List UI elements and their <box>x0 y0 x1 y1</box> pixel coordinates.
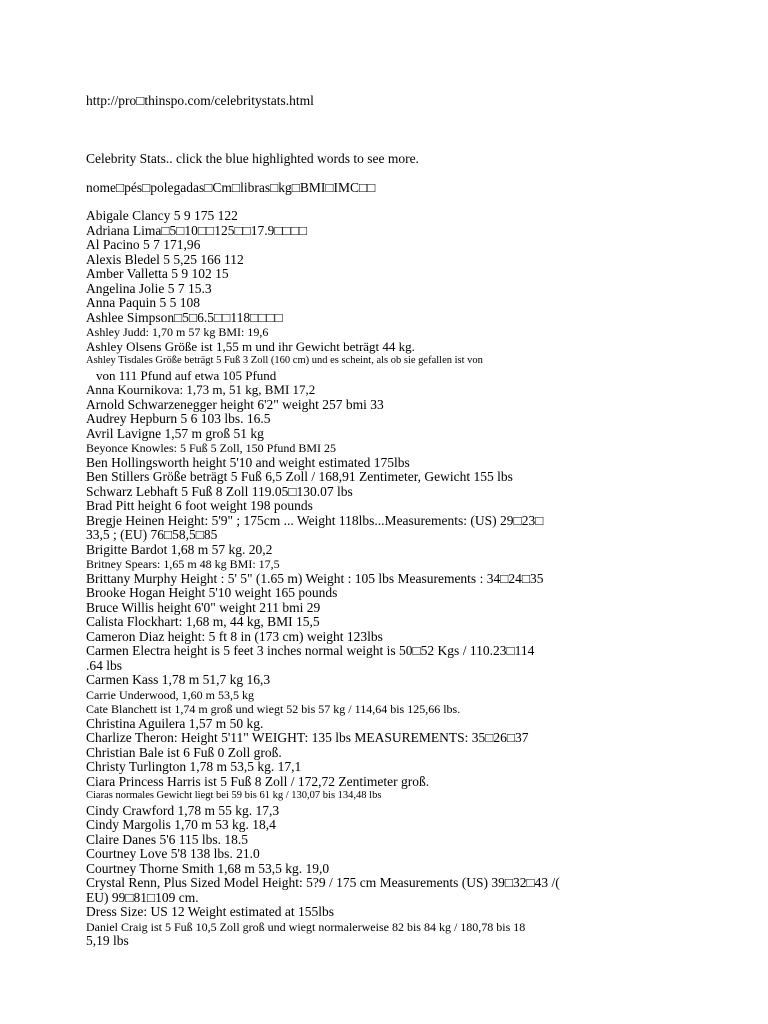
list-item: Brigitte Bardot 1,68 m 57 kg. 20,2 <box>86 541 273 557</box>
list-item: Beyonce Knowles: 5 Fuß 5 Zoll, 150 Pfund BMI 25 <box>86 441 336 455</box>
list-item: Ben Stillers Größe beträgt 5 Fuß 6,5 Zoll / 168,91 Zentimeter, Gewicht 155 lbs <box>86 469 513 484</box>
list-item: Ashlee Simpson□5□6.5□□118□□□□ <box>86 309 283 325</box>
list-item: Audrey Hepburn 5 6 103 lbs. 16.5 <box>86 411 271 426</box>
list-item: Cindy Crawford 1,78 m 55 kg. 17,3 <box>86 802 280 818</box>
list-item: Ben Hollingsworth height 5'10 and weight estimated 175lbs <box>86 454 410 470</box>
list-item: Ciaras normales Gewicht liegt bei 59 bis 61 kg / 130,07 bis 134,48 lbs <box>86 790 382 801</box>
list-item: Ashley Tisdales Größe beträgt 5 Fuß 3 Zoll (160 cm) und es scheint, als ob sie gefallen ist von <box>86 355 483 366</box>
list-item: Abigale Clancy 5 9 175 122 <box>86 208 238 223</box>
list-item: Brooke Hogan Height 5'10 weight 165 pounds <box>86 585 338 600</box>
list-item: Avril Lavigne 1,57 m groß 51 kg <box>86 425 264 441</box>
list-item: Alexis Bledel 5 5,25 166 112 <box>86 251 244 267</box>
source-url: http://pro□thinspo.com/celebritystats.html <box>86 93 314 108</box>
list-item: Cate Blanchett ist 1,74 m groß und wiegt 52 bis 57 kg / 114,64 bis 125,66 lbs. <box>86 702 461 716</box>
list-item: Brittany Murphy Height : 5' 5" (1.65 m) Weight : 105 lbs Measurements : 34□24□35 <box>86 570 544 586</box>
list-item: Al Pacino 5 7 171,96 <box>86 237 201 252</box>
list-item: Courtney Love 5'8 138 lbs. 21.0 <box>86 846 260 861</box>
list-item: 5,19 lbs <box>86 933 129 948</box>
list-item: Amber Valletta 5 9 102 15 <box>86 266 229 281</box>
list-item: Christina Aguilera 1,57 m 50 kg. <box>86 715 264 731</box>
list-item: Schwarz Lebhaft 5 Fuß 8 Zoll 119.05□130.07 lbs <box>86 483 353 499</box>
list-item: Carrie Underwood, 1,60 m 53,5 kg <box>86 687 254 702</box>
list-item: Anna Kournikova: 1,73 m, 51 kg, BMI 17,2 <box>86 382 316 397</box>
list-item: Carmen Electra height is 5 feet 3 inches normal weight is 50□52 Kgs / 110.23□114 <box>86 643 535 658</box>
list-item: .64 lbs <box>86 657 123 673</box>
list-item: Ashley Olsens Größe ist 1,55 m und ihr Gewicht beträgt 44 kg. <box>86 338 415 354</box>
list-item: Cindy Margolis 1,70 m 53 kg. 18,4 <box>86 817 276 832</box>
list-item: Ashley Judd: 1,70 m 57 kg BMI: 19,6 <box>86 325 269 339</box>
list-item: Christy Turlington 1,78 m 53,5 kg. 17,1 <box>86 759 302 774</box>
list-item: Daniel Craig ist 5 Fuß 10,5 Zoll groß und wiegt normalerweise 82 bis 84 kg / 180,78 bis 18 <box>86 919 526 934</box>
list-item: Courtney Thorne Smith 1,68 m 53,5 kg. 19,0 <box>86 860 330 876</box>
list-item: Carmen Kass 1,78 m 51,7 kg 16,3 <box>86 672 271 687</box>
list-item: Christian Bale ist 6 Fuß 0 Zoll groß. <box>86 744 282 760</box>
list-item: Anna Paquin 5 5 108 <box>86 295 200 310</box>
list-item: Charlize Theron: Height 5'11" WEIGHT: 135 lbs MEASUREMENTS: 35□26□37 <box>86 730 529 745</box>
list-item: Ciara Princess Harris ist 5 Fuß 8 Zoll / 172,72 Zentimeter groß. <box>86 773 430 789</box>
list-item: 33,5 ; (EU) 76□58,5□85 <box>86 527 218 542</box>
list-item: Arnold Schwarzenegger height 6'2" weight 257 bmi 33 <box>86 396 384 412</box>
list-item: Angelina Jolie 5 7 15.3 <box>86 280 212 296</box>
list-item: von 111 Pfund auf etwa 105 Pfund <box>96 367 277 383</box>
list-item: EU) 99□81□109 cm. <box>86 889 199 905</box>
list-item: Calista Flockhart: 1,68 m, 44 kg, BMI 15,5 <box>86 614 320 629</box>
list-item: Brad Pitt height 6 foot weight 198 pounds <box>86 498 313 513</box>
list-item: Adriana Lima□5□10□□125□□17.9□□□□ <box>86 222 308 238</box>
list-item: Cameron Diaz height: 5 ft 8 in (173 cm) weight 123lbs <box>86 628 383 644</box>
list-item: Bruce Willis height 6'0" weight 211 bmi 29 <box>86 599 321 615</box>
list-item: Dress Size: US 12 Weight estimated at 155lbs <box>86 904 335 919</box>
list-item: Bregje Heinen Height: 5'9" ; 175cm ... Weight 118lbs...Measurements: (US) 29□23□ <box>86 512 544 528</box>
intro-text: Celebrity Stats.. click the blue highlighted words to see more. <box>86 151 419 166</box>
column-header: nome□pés□polegadas□Cm□libras□kg□BMI□IMC□□ <box>86 180 376 195</box>
list-item: Claire Danes 5'6 115 lbs. 18.5 <box>86 831 249 847</box>
list-item: Crystal Renn, Plus Sized Model Height: 5?9 / 175 cm Measurements (US) 39□32□43 /( <box>86 875 560 890</box>
celebrity-list <box>86 209 646 949</box>
list-item: Britney Spears: 1,65 m 48 kg BMI: 17,5 <box>86 557 280 571</box>
